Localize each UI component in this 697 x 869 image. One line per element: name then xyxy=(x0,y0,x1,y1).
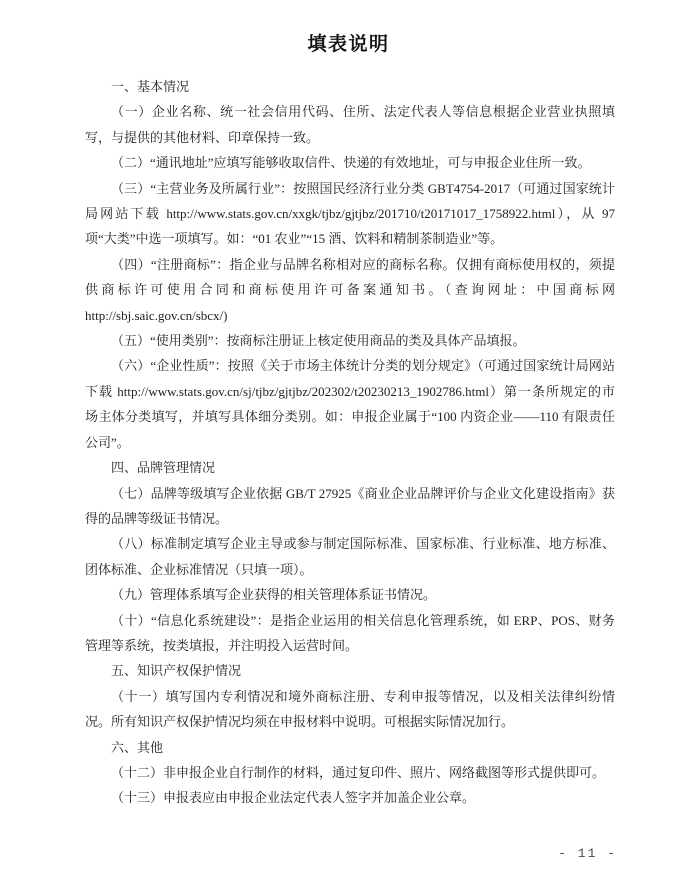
paragraph: （五）“使用类别”：按商标注册证上核定使用商品的类及具体产品填报。 xyxy=(111,333,526,349)
paragraph: （三）“主营业务及所属行业”：按照国民经济行业分类 GBT4754-2017（可通过国家统计局网站下载 http://www.stats.gov.cn/xxgk/tjbz/gjtjbz/201710/t20171017_1758922.html），从 97 项“大类”中选一项填写。如：“01 农业”“15 酒、饮料和精制茶制造业”等。 xyxy=(85,180,615,247)
paragraph: （四）“注册商标”：指企业与品牌名称相对应的商标名称。仅拥有商标使用权的，须提供商标许可使用合同和商标使用许可备案通知书。（查询网址：中国商标网 http://sbj.saic.gov.cn/sbcx/) xyxy=(85,256,615,323)
paragraph: （八）标准制定填写企业主导或参与制定国际标准、国家标准、行业标准、地方标准、团体标准、企业标准情况（只填一项）。 xyxy=(85,536,615,577)
paragraph: （九）管理体系填写企业获得的相关管理体系证书情况。 xyxy=(111,587,437,603)
paragraph: （七）品牌等级填写企业依据 GB/T 27925《商业企业品牌评价与企业文化建设指南》获得的品牌等级证书情况。 xyxy=(85,485,615,526)
paragraph: （二）“通讯地址”应填写能够收取信件、快递的有效地址，可与申报企业住所一致。 xyxy=(111,155,591,171)
document-body xyxy=(85,74,615,811)
section-heading: 一、基本情况 xyxy=(111,79,190,94)
section-heading: 五、知识产权保护情况 xyxy=(111,663,242,679)
page-number: - 11 - xyxy=(558,846,617,861)
section-heading: 六、其他 xyxy=(111,739,164,755)
paragraph: （十三）申报表应由申报企业法定代表人签字并加盖企业公章。 xyxy=(111,790,476,806)
paragraph: （十）“信息化系统建设”：是指企业运用的相关信息化管理系统，如 ERP、POS、财务管理等系统，按类填报，并注明投入运营时间。 xyxy=(85,612,615,653)
paragraph: （一）企业名称、统一社会信用代码、住所、法定代表人等信息根据企业营业执照填写，与提供的其他材料、印章保持一致。 xyxy=(85,104,615,145)
page-title: 填表说明 xyxy=(307,34,390,55)
paragraph: （十二）非申报企业自行制作的材料，通过复印件、照片、网络截图等形式提供即可。 xyxy=(111,764,606,780)
paragraph: （十一）填写国内专利情况和境外商标注册、专利申报等情况，以及相关法律纠纷情况。所有知识产权保护情况均须在申报材料中说明。可根据实际情况加行。 xyxy=(85,688,615,730)
section-heading: 四、品牌管理情况 xyxy=(111,460,216,476)
paragraph: （六）“企业性质”：按照《关于市场主体统计分类的划分规定》（可通过国家统计局网站下载 http://www.stats.gov.cn/sj/tjbz/gjtjbz/202302/t20230213_1902786.html）第一条所规定的市场主体分类填写，并填写具体细分类别。如：申报企业属于“100 内资企业——110 有限责任公司”。 xyxy=(85,358,615,450)
